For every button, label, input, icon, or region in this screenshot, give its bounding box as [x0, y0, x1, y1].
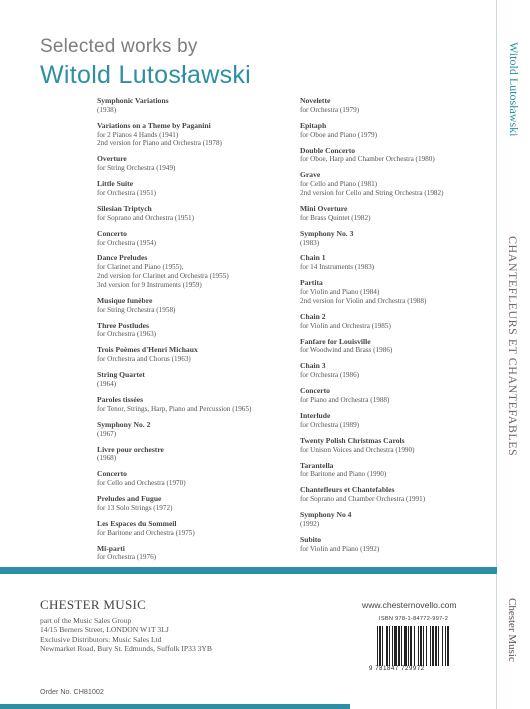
composer-name: Witold Lutosławski	[40, 61, 252, 89]
publisher-name: CHESTER MUSIC	[40, 597, 147, 612]
barcode-digits: 9 781847 729972	[369, 666, 425, 672]
barcode-bar	[382, 626, 383, 666]
barcode-bar	[410, 626, 412, 666]
work-entry	[300, 230, 500, 248]
work-title: Concerto	[97, 228, 127, 238]
work-detail: 2nd version for Violin and Orchestra (1988)	[300, 296, 427, 305]
work-entry	[300, 412, 500, 430]
barcode-bar	[404, 626, 407, 666]
publisher-block	[40, 597, 212, 654]
work-entry	[97, 180, 297, 198]
work-title: Symphony No 4	[300, 510, 352, 520]
work-detail: for Violin and Piano (1984)	[300, 288, 380, 297]
work-entry	[97, 421, 297, 439]
barcode-bar	[379, 626, 381, 666]
work-entry	[97, 495, 297, 513]
work-entry	[300, 486, 500, 504]
barcode-bar	[445, 626, 446, 666]
work-detail: for Orchestra (1963)	[97, 330, 157, 339]
work-detail: for Orchestra (1986)	[300, 371, 360, 380]
work-entry	[300, 122, 500, 140]
work-title: Little Suite	[97, 179, 134, 189]
work-detail: for Oboe, Harp and Chamber Orchestra (1980)	[300, 155, 435, 164]
work-detail: for Orchestra (1954)	[97, 238, 157, 247]
barcode-bar	[414, 626, 415, 666]
barcode-bar	[418, 626, 419, 666]
work-title: Epitaph	[300, 120, 327, 130]
work-detail: for String Orchestra (1949)	[97, 164, 176, 173]
publisher-line: part of the Music Sales Group	[40, 616, 132, 625]
spine-composer: Witold Lutosławski	[507, 42, 521, 137]
work-detail: for Cello and Piano (1981)	[300, 180, 378, 189]
work-detail: for Orchestra and Chorus (1963)	[97, 355, 191, 364]
work-detail: 2nd version for Cello and String Orchestra (1982)	[300, 188, 444, 197]
work-detail: for Unison Voices and Orchestra (1990)	[300, 445, 415, 454]
work-entry	[97, 155, 297, 173]
work-detail: for Woodwind and Brass (1986)	[300, 346, 393, 355]
work-title: Twenty Polish Christmas Carols	[300, 435, 405, 445]
work-detail: for String Orchestra (1958)	[97, 305, 176, 314]
work-title: Mini Overture	[300, 203, 348, 213]
spine-title: CHANTEFLEURS ET CHANTEFABLES	[506, 236, 520, 457]
barcode-bar	[438, 626, 439, 666]
work-entry	[300, 338, 500, 356]
work-title: Symphonic Variations	[97, 96, 169, 105]
work-entry	[300, 462, 500, 480]
barcode-bar	[435, 626, 437, 666]
work-title: Symphony No. 2	[97, 419, 151, 429]
work-entry	[97, 205, 297, 223]
work-title: Partita	[300, 278, 323, 288]
work-detail: (1983)	[300, 238, 320, 247]
work-detail: for 13 Solo Strings (1972)	[97, 503, 173, 512]
work-detail: for Piano and Orchestra (1988)	[300, 395, 390, 404]
barcode-bar	[408, 626, 409, 666]
work-title: Trois Poèmes d'Henri Michaux	[97, 345, 198, 355]
work-detail: for Soprano and Orchestra (1951)	[97, 213, 194, 222]
work-detail: 2nd version for Clarinet and Orchestra (1955)	[97, 272, 229, 281]
work-title: Fanfare for Louisville	[300, 336, 371, 346]
work-detail: for Cello and Orchestra (1970)	[97, 479, 186, 488]
work-detail: for Tenor, Strings, Harp, Piano and Percussion (1965)	[97, 404, 252, 413]
work-title: Novelette	[300, 96, 331, 105]
work-title: Chain 3	[300, 361, 326, 371]
work-entry	[97, 470, 297, 488]
heading-subtitle: Selected works by	[40, 36, 198, 57]
work-title: Chain 2	[300, 311, 326, 321]
work-entry	[300, 362, 500, 380]
work-title: Symphony No. 3	[300, 228, 354, 238]
barcode-bar	[389, 626, 390, 666]
work-detail: (1938)	[97, 105, 117, 114]
work-detail: for Baritone and Orchestra (1975)	[97, 528, 195, 537]
work-title: Tarantella	[300, 460, 334, 470]
order-number: Order No. CH81002	[40, 687, 104, 696]
work-entry	[300, 387, 500, 405]
work-entry	[300, 254, 500, 272]
isbn-text: ISBN 978-1-84772-997-2	[379, 616, 449, 622]
spine-publisher: Chester Music	[506, 598, 518, 662]
work-detail: 3rd version for 9 Instruments (1959)	[97, 280, 202, 289]
work-title: Double Concerto	[300, 145, 356, 155]
work-title: Musique funèbre	[97, 295, 153, 305]
work-entry	[300, 511, 500, 529]
work-entry	[97, 322, 297, 340]
work-detail: (1968)	[97, 454, 117, 463]
work-title: Chantefleurs et Chantefables	[300, 485, 395, 495]
work-entry	[97, 254, 297, 289]
work-title: Silesian Triptych	[97, 203, 152, 213]
barcode-bar	[392, 626, 393, 666]
publisher-website: www.chesternovello.com	[362, 600, 457, 610]
work-title: Chain 1	[300, 253, 326, 263]
work-entry	[97, 545, 297, 563]
work-detail: for Oboe and Piano (1979)	[300, 130, 378, 139]
work-entry	[97, 346, 297, 364]
work-entry	[97, 371, 297, 389]
work-entry	[97, 297, 297, 315]
barcode-bar	[432, 626, 434, 666]
work-detail: for 14 Instruments (1983)	[300, 263, 375, 272]
barcode-bar	[430, 626, 431, 666]
barcode	[365, 616, 493, 678]
work-detail: for Baritone and Piano (1990)	[300, 470, 387, 479]
work-title: Concerto	[97, 469, 127, 479]
work-title: Dance Preludes	[97, 253, 148, 263]
barcode-bar	[398, 626, 400, 666]
work-detail: for Clarinet and Piano (1955),	[97, 263, 184, 272]
barcode-bar	[386, 626, 388, 666]
work-title: Three Postludes	[97, 320, 149, 330]
barcode-bar	[401, 626, 402, 666]
accent-band-bottom	[0, 704, 350, 709]
work-entry	[300, 536, 500, 554]
work-title: Paroles tissées	[97, 394, 144, 404]
work-title: Preludes and Fugue	[97, 494, 162, 504]
work-entry	[300, 279, 500, 305]
work-title: Interlude	[300, 410, 331, 420]
barcode-bar	[442, 626, 443, 666]
work-entry	[300, 205, 500, 223]
work-detail: (1964)	[97, 380, 117, 388]
work-title: Subito	[300, 534, 322, 544]
publisher-line: Newmarket Road, Bury St. Edmunds, Suffolk IP33 3YB	[40, 644, 212, 654]
work-title: Mi-parti	[97, 543, 125, 553]
work-entry	[97, 97, 297, 115]
barcode-bar	[377, 626, 378, 666]
work-detail: for Orchestra (1951)	[97, 188, 157, 197]
work-detail: (1967)	[97, 429, 117, 438]
work-title: Overture	[97, 154, 127, 164]
barcode-bar	[426, 626, 427, 666]
work-detail: 2nd version for Piano and Orchestra (1978)	[97, 139, 222, 148]
work-entry	[300, 171, 500, 197]
work-detail: for Soprano and Chamber Orchestra (1991)	[300, 495, 426, 504]
accent-band-top	[0, 567, 497, 574]
book-spine	[496, 0, 530, 709]
work-entry	[300, 437, 500, 455]
work-entry	[97, 122, 297, 148]
work-detail: for Violin and Piano (1992)	[300, 544, 380, 553]
work-title: Grave	[300, 170, 321, 180]
page-heading	[40, 36, 251, 90]
work-entry	[97, 230, 297, 248]
work-entry	[97, 396, 297, 414]
work-entry	[300, 147, 500, 165]
work-entry	[300, 97, 500, 115]
work-detail: for Brass Quintet (1982)	[300, 213, 371, 222]
barcode-bar	[420, 626, 422, 666]
barcode-bar	[447, 626, 449, 666]
work-title: Concerto	[300, 386, 330, 396]
work-title: Livre pour orchestre	[97, 444, 164, 454]
barcode-bars	[377, 626, 481, 666]
work-title: Variations on a Theme by Paganini	[97, 120, 211, 130]
work-entry	[97, 520, 297, 538]
works-list-right	[300, 97, 500, 561]
work-detail: for Orchestra (1989)	[300, 420, 360, 429]
work-detail: for Orchestra (1976)	[97, 553, 157, 562]
work-detail: for 2 Pianos 4 Hands (1941)	[97, 130, 179, 139]
work-entry	[97, 446, 297, 464]
work-entry	[300, 313, 500, 331]
work-title: Les Espaces du Sommeil	[97, 518, 177, 528]
works-list-left	[97, 97, 297, 569]
publisher-line: 14/15 Berners Street, LONDON W1T 3LJ	[40, 625, 169, 635]
work-title: String Quartet	[97, 370, 145, 380]
work-detail: for Violin and Orchestra (1985)	[300, 321, 391, 330]
barcode-bar	[423, 626, 424, 666]
work-detail: for Orchestra (1979)	[300, 105, 360, 114]
work-detail: (1992)	[300, 519, 320, 528]
publisher-line: Exclusive Distributors: Music Sales Ltd	[40, 634, 162, 644]
barcode-bar	[394, 626, 397, 666]
